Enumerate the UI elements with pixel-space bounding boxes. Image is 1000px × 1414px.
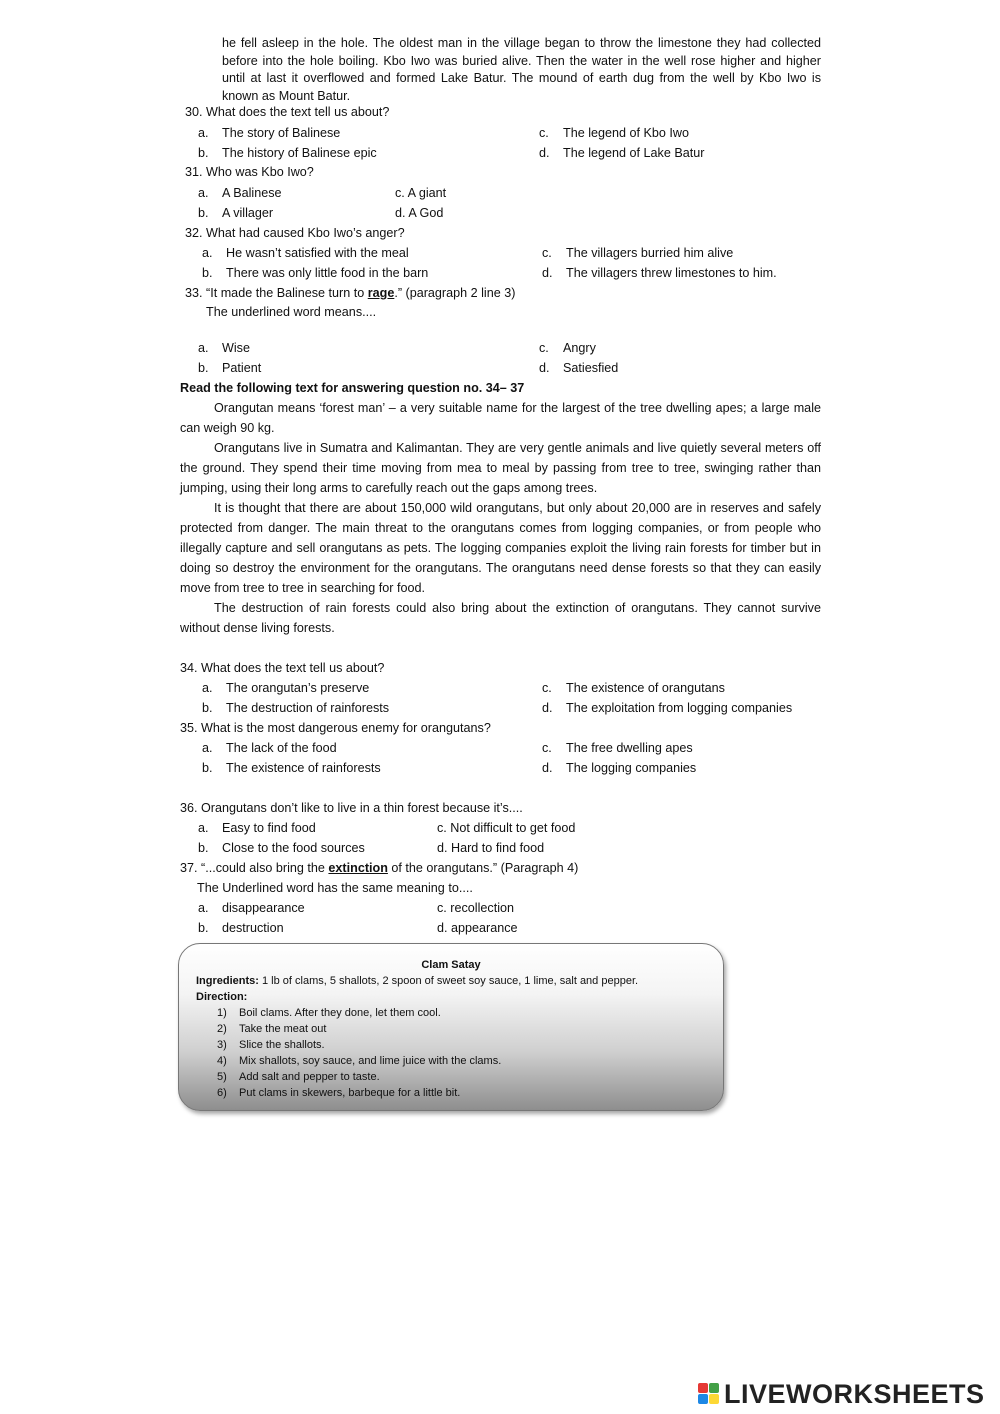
q34-option-a[interactable]: a. The orangutan’s preserve	[202, 681, 370, 695]
question-30: 30. What does the text tell us about?	[185, 105, 390, 119]
recipe-step: 6) Put clams in skewers, barbeque for a little bit.	[217, 1087, 461, 1099]
q32-option-a[interactable]: a. He wasn’t satisfied with the meal	[202, 246, 409, 260]
question-37-line2: The Underlined word has the same meaning to....	[197, 881, 473, 895]
q34-option-d[interactable]: d. The exploitation from logging companies	[542, 701, 793, 715]
q33-option-b[interactable]: b. Patient	[198, 361, 262, 375]
question-32: 32. What had caused Kbo Iwo’s anger?	[185, 226, 405, 240]
q30-option-d[interactable]: d. The legend of Lake Batur	[539, 146, 705, 160]
logo-text: LIVEWORKSHEETS	[724, 1379, 985, 1409]
logo-square-icon	[698, 1394, 708, 1404]
q37-option-a[interactable]: a. disappearance	[198, 901, 305, 915]
q34-option-b[interactable]: b. The destruction of rainforests	[202, 701, 390, 715]
recipe-direction-label: Direction:	[196, 991, 248, 1003]
q31-option-b[interactable]: b. A villager	[198, 206, 274, 220]
recipe-step: 3) Slice the shallots.	[217, 1039, 325, 1051]
recipe-step: 5) Add salt and pepper to taste.	[217, 1071, 380, 1083]
logo-square-icon	[698, 1383, 708, 1393]
underlined-word-extinction: extinction	[328, 861, 388, 875]
question-33: 33. “It made the Balinese turn to rage.” (paragraph 2 line 3)	[185, 286, 516, 300]
orangutan-paragraph-3: It is thought that there are about 150,000 wild orangutans, but only about 20,000 are in reserves and safely protected from danger. The main threat to the orangutans comes from logging companies, or from people who illegally capture and sell orangutans as pets. The logging companies exploit the living rain forests for timber but in doing so destroy the environment for the orangutans. The orangutans need dense forests so that they can easily move from tree to tree in searching for food.	[180, 501, 821, 595]
recipe-step: 2) Take the meat out	[217, 1023, 327, 1035]
underlined-word-rage: rage	[367, 286, 395, 300]
q33-option-a[interactable]: a. Wise	[198, 341, 250, 355]
recipe-card	[178, 943, 724, 1111]
q32-option-d[interactable]: d. The villagers threw limestones to him.	[542, 266, 777, 280]
q36-option-c[interactable]: c. Not difficult to get food	[437, 821, 576, 835]
question-31: 31. Who was Kbo Iwo?	[185, 165, 314, 179]
reading-instruction: Read the following text for answering question no. 34– 37	[180, 381, 525, 395]
q31-option-c[interactable]: c. A giant	[395, 186, 447, 200]
q37-option-d[interactable]: d. appearance	[437, 921, 518, 935]
recipe-step: 4) Mix shallots, soy sauce, and lime juice with the clams.	[217, 1055, 502, 1067]
orangutan-paragraph-2: Orangutans live in Sumatra and Kalimantan. They are very gentle animals and live quietly several meters off the ground. They spend their time moving from mea to meal by passing from tree to tree, swinging rather than jumping, using their long arms to carefully reach out the gaps among trees.	[180, 441, 821, 495]
question-33-line2: The underlined word means....	[206, 305, 377, 319]
question-35: 35. What is the most dangerous enemy for orangutans?	[180, 721, 491, 735]
q35-option-a[interactable]: a. The lack of the food	[202, 741, 337, 755]
question-37: 37. “...could also bring the extinction of the orangutans.” (Paragraph 4)	[180, 861, 579, 875]
q37-option-c[interactable]: c. recollection	[437, 901, 514, 915]
q36-option-a[interactable]: a. Easy to find food	[198, 821, 316, 835]
logo-square-icon	[709, 1383, 719, 1393]
logo-square-icon	[709, 1394, 719, 1404]
q33-option-c[interactable]: c. Angry	[539, 341, 596, 355]
orangutan-paragraph-4: The destruction of rain forests could also bring about the extinction of orangutans. They cannot survive without dense living forests.	[180, 601, 821, 635]
q35-option-d[interactable]: d. The logging companies	[542, 761, 697, 775]
q35-option-b[interactable]: b. The existence of rainforests	[202, 761, 381, 775]
intro-paragraph: he fell asleep in the hole. The oldest man in the village began to throw the limestone they had collected before into the hole boiling. Kbo Iwo was buried alive. Then the water in the well rose higher and higher until at last it overflowed and formed Lake Batur. The mound of earth dug from the well by Kbo Iwo is known as Mount Batur.	[222, 36, 821, 103]
q32-option-b[interactable]: b. There was only little food in the barn	[202, 266, 429, 280]
orangutan-paragraph-1: Orangutan means ‘forest man’ – a very suitable name for the largest of the tree dwelling apes; a large male can weigh 90 kg.	[180, 401, 821, 435]
recipe-step: 1) Boil clams. After they done, let them cool.	[217, 1007, 441, 1019]
orangutan-text	[180, 398, 821, 638]
recipe-title: Clam Satay	[421, 959, 481, 971]
q37-option-b[interactable]: b. destruction	[198, 921, 284, 935]
q34-option-c[interactable]: c. The existence of orangutans	[542, 681, 725, 695]
q35-option-c[interactable]: c. The free dwelling apes	[542, 741, 693, 755]
q30-option-c[interactable]: c. The legend of Kbo Iwo	[539, 126, 690, 140]
q30-option-a[interactable]: a. The story of Balinese	[198, 126, 341, 140]
recipe-ingredients: Ingredients: 1 lb of clams, 5 shallots, 2 spoon of sweet soy sauce, 1 lime, salt and pepper.	[196, 975, 639, 987]
q33-option-d[interactable]: d. Satiesfied	[539, 361, 619, 375]
question-34: 34. What does the text tell us about?	[180, 661, 385, 675]
recipe-steps	[217, 1005, 501, 1101]
q36-option-b[interactable]: b. Close to the food sources	[198, 841, 365, 855]
question-36: 36. Orangutans don’t like to live in a thin forest because it’s....	[180, 801, 523, 815]
q36-option-d[interactable]: d. Hard to find food	[437, 841, 545, 855]
q31-option-d[interactable]: d. A God	[395, 206, 444, 220]
q32-option-c[interactable]: c. The villagers burried him alive	[542, 246, 734, 260]
q31-option-a[interactable]: a. A Balinese	[198, 186, 282, 200]
q30-option-b[interactable]: b. The history of Balinese epic	[198, 146, 377, 160]
